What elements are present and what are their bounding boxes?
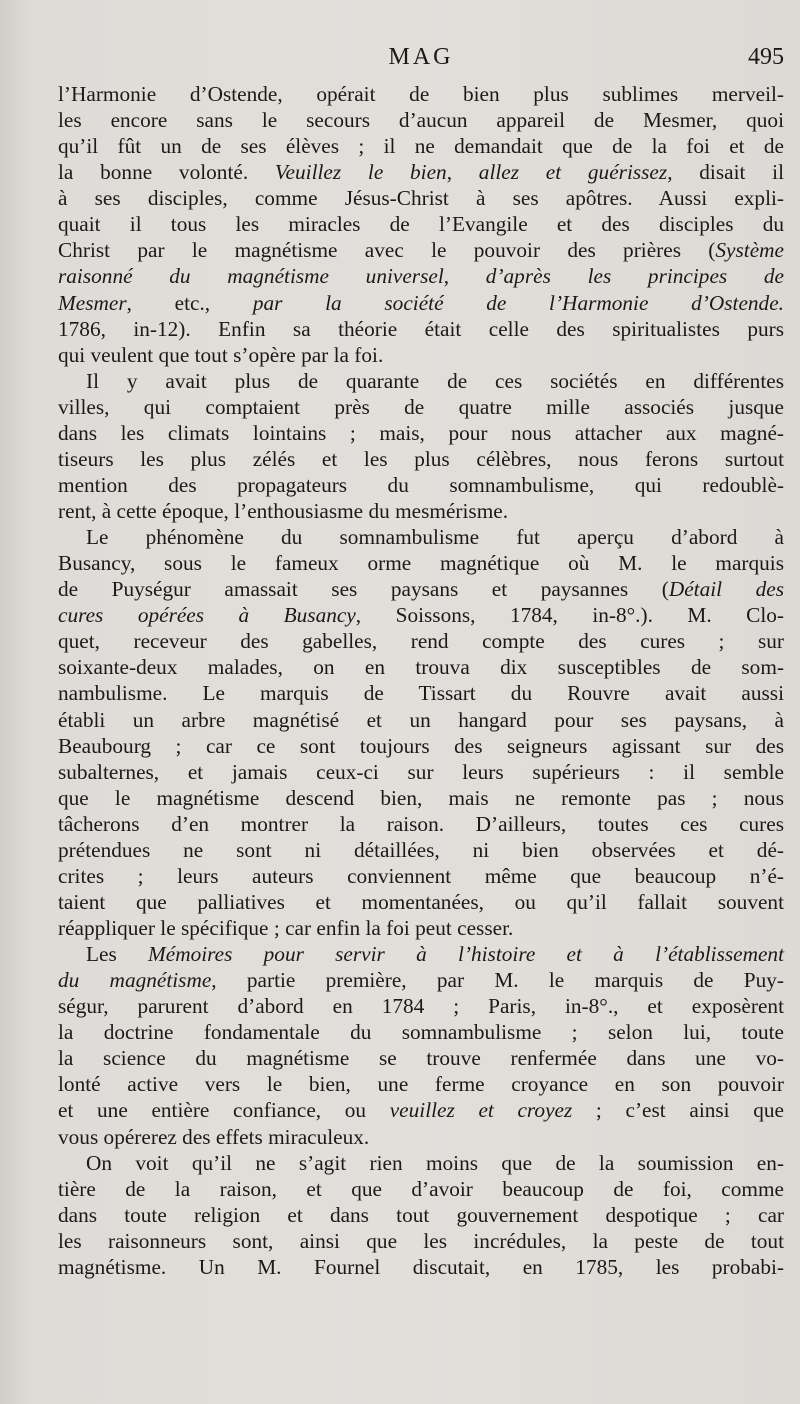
text-line bbox=[58, 811, 784, 837]
text-segment: la doctrine fondamentale du somnambulisme ; selon lui, toute bbox=[58, 1020, 784, 1045]
text-line bbox=[58, 967, 784, 993]
text-line bbox=[58, 107, 784, 133]
text-segment: Le phénomène du somnambulisme fut aperçu d’abord à bbox=[86, 525, 784, 550]
text-line bbox=[58, 290, 784, 316]
text-line bbox=[58, 759, 784, 785]
text-segment: Beaubourg ; car ce sont toujours des seigneurs agissant sur des bbox=[58, 733, 784, 758]
running-title: MAG bbox=[388, 44, 454, 70]
text-line bbox=[58, 733, 784, 759]
text-line bbox=[58, 342, 784, 368]
text-segment: les encore sans le secours d’aucun appareil de Mesmer, quoi bbox=[58, 108, 784, 133]
text-segment: tière de la raison, et que d’avoir beaucoup de foi, comme bbox=[58, 1176, 784, 1201]
text-segment: tâcherons d’en montrer la raison. D’ailleurs, toutes ces cures bbox=[58, 811, 784, 836]
text-line bbox=[58, 576, 784, 602]
italic-text: Détail des bbox=[668, 577, 784, 602]
text-segment: les raisonneurs sont, ainsi que les incrédules, la peste de tout bbox=[58, 1228, 784, 1253]
text-segment: quait il tous les miracles de l’Evangile et des disciples du bbox=[58, 212, 784, 237]
text-line bbox=[58, 889, 784, 915]
text-line bbox=[58, 472, 784, 498]
text-line bbox=[58, 837, 784, 863]
text-line bbox=[58, 211, 784, 237]
italic-text: veuillez et croyez bbox=[389, 1098, 573, 1123]
text-line bbox=[58, 707, 784, 733]
text-line bbox=[58, 1202, 784, 1228]
text-line bbox=[58, 1019, 784, 1045]
text-segment: établi un arbre magnétisé et un hangard pour ses paysans, à bbox=[58, 707, 784, 732]
text-segment: , Soissons, 1784, in-8°.). M. Clo- bbox=[355, 603, 784, 628]
text-line bbox=[58, 1045, 784, 1071]
text-line bbox=[58, 263, 784, 289]
text-segment: Il y avait plus de quarante de ces sociétés en différentes bbox=[86, 368, 784, 393]
text-line bbox=[58, 1176, 784, 1202]
italic-text: Mémoires pour servir à l’histoire et à l’établissement bbox=[148, 942, 784, 967]
text-segment: tiseurs les plus zélés et les plus célèbres, nous ferons surtout bbox=[58, 446, 784, 471]
text-segment: Les bbox=[86, 942, 149, 967]
text-segment: , etc., bbox=[126, 290, 253, 315]
text-segment: 1786, in-12). Enfin sa théorie était celle des spiritualistes purs bbox=[58, 316, 784, 341]
italic-text: Système bbox=[715, 238, 784, 263]
italic-text: allez et guérissez bbox=[478, 160, 668, 185]
text-segment: prétendues ne sont ni détaillées, ni bien observées et dé- bbox=[58, 837, 784, 862]
text-segment: la bonne volonté. bbox=[58, 160, 275, 185]
italic-text: par la société de l’Harmonie d’Ostende. bbox=[252, 290, 784, 315]
text-segment: qui veulent que tout s’opère par la foi. bbox=[58, 342, 384, 367]
text-line bbox=[58, 1228, 784, 1254]
text-line bbox=[58, 941, 784, 967]
page-number: 495 bbox=[748, 44, 784, 70]
text-segment: quet, receveur des gabelles, rend compte des cures ; sur bbox=[58, 629, 784, 654]
text-segment: On voit qu’il ne s’agit rien moins que de la soumission en- bbox=[86, 1150, 784, 1175]
text-line bbox=[58, 680, 784, 706]
text-segment: qu’il fût un de ses élèves ; il ne demandait que de la foi et de bbox=[58, 134, 784, 159]
text-line bbox=[58, 602, 784, 628]
text-segment: mention des propagateurs du somnambulisme, qui redoublè- bbox=[58, 472, 784, 497]
text-line bbox=[58, 394, 784, 420]
text-line bbox=[58, 81, 784, 107]
text-segment: ; c’est ainsi que bbox=[572, 1098, 784, 1123]
text-segment: Busancy, sous le fameux orme magnétique où M. le marquis bbox=[58, 551, 784, 576]
text-segment: dans les climats lointains ; mais, pour nous attacher aux magné- bbox=[58, 420, 784, 445]
text-line bbox=[58, 185, 784, 211]
text-segment: vous opérerez des effets miraculeux. bbox=[58, 1124, 370, 1149]
text-line bbox=[58, 654, 784, 680]
text-segment: l’Harmonie d’Ostende, opérait de bien plus sublimes merveil- bbox=[58, 82, 784, 106]
text-line bbox=[58, 915, 784, 941]
italic-text: du magnétisme bbox=[58, 968, 212, 993]
text-segment: , bbox=[443, 264, 486, 289]
text-segment: villes, qui comptaient près de quatre mille associés jusque bbox=[58, 394, 784, 419]
text-segment: à ses disciples, comme Jésus-Christ à ses apôtres. Aussi expli- bbox=[58, 186, 784, 211]
text-segment: la science du magnétisme se trouve renfermée dans une vo- bbox=[58, 1046, 784, 1071]
text-line bbox=[58, 237, 784, 263]
text-segment: soixante-deux malades, on en trouva dix susceptibles de som- bbox=[58, 655, 784, 680]
text-line bbox=[58, 785, 784, 811]
text-segment: de Puységur amassait ses paysans et paysannes ( bbox=[58, 577, 669, 602]
text-segment: , bbox=[446, 160, 479, 185]
italic-text: d’après les principes de bbox=[485, 264, 784, 289]
text-segment: dans toute religion et dans tout gouvernement despotique ; car bbox=[58, 1202, 784, 1227]
text-line bbox=[58, 1254, 784, 1280]
text-line bbox=[58, 1150, 784, 1176]
text-line bbox=[58, 550, 784, 576]
text-segment: nambulisme. Le marquis de Tissart du Rouvre avait aussi bbox=[58, 681, 784, 706]
text-line bbox=[58, 1071, 784, 1097]
italic-text: cures opérées à Busancy bbox=[58, 603, 356, 628]
italic-text: Veuillez le bien bbox=[274, 160, 447, 185]
text-segment: subalternes, et jamais ceux-ci sur leurs supérieurs : il semble bbox=[58, 759, 784, 784]
text-line bbox=[58, 628, 784, 654]
text-line bbox=[58, 498, 784, 524]
text-segment: , partie première, par M. le marquis de Puy- bbox=[211, 968, 784, 993]
page-header bbox=[58, 44, 784, 80]
text-segment: que le magnétisme descend bien, mais ne remonte pas ; nous bbox=[58, 785, 784, 810]
text-segment: magnétisme. Un M. Fournel discutait, en 1785, les probabi- bbox=[58, 1254, 784, 1279]
body-text bbox=[58, 81, 784, 1280]
text-segment: ségur, parurent d’abord en 1784 ; Paris, in-8°., et exposèrent bbox=[58, 994, 784, 1019]
text-line bbox=[58, 993, 784, 1019]
italic-text: raisonné du magnétisme universel bbox=[58, 264, 444, 289]
text-line bbox=[58, 159, 784, 185]
text-line bbox=[58, 316, 784, 342]
italic-text: Mesmer bbox=[58, 290, 127, 315]
text-segment: et une entière confiance, ou bbox=[58, 1098, 390, 1123]
text-line bbox=[58, 368, 784, 394]
text-segment: taient que palliatives et momentanées, ou qu’il fallait souvent bbox=[58, 889, 784, 914]
text-line bbox=[58, 524, 784, 550]
text-line bbox=[58, 1097, 784, 1123]
text-segment: crites ; leurs auteurs conviennent même que beaucoup n’é- bbox=[58, 863, 784, 888]
text-segment: lonté active vers le bien, une ferme croyance en son pouvoir bbox=[58, 1072, 784, 1097]
text-line bbox=[58, 1124, 784, 1150]
text-segment: Christ par le magnétisme avec le pouvoir des prières ( bbox=[58, 238, 716, 263]
text-segment: rent, à cette époque, l’enthousiasme du mesmérisme. bbox=[58, 499, 509, 523]
text-line bbox=[58, 133, 784, 159]
text-line bbox=[58, 446, 784, 472]
text-segment: réappliquer le spécifique ; car enfin la foi peut cesser. bbox=[58, 916, 514, 940]
text-line bbox=[58, 863, 784, 889]
text-line bbox=[58, 420, 784, 446]
text-segment: , disait il bbox=[667, 160, 785, 185]
